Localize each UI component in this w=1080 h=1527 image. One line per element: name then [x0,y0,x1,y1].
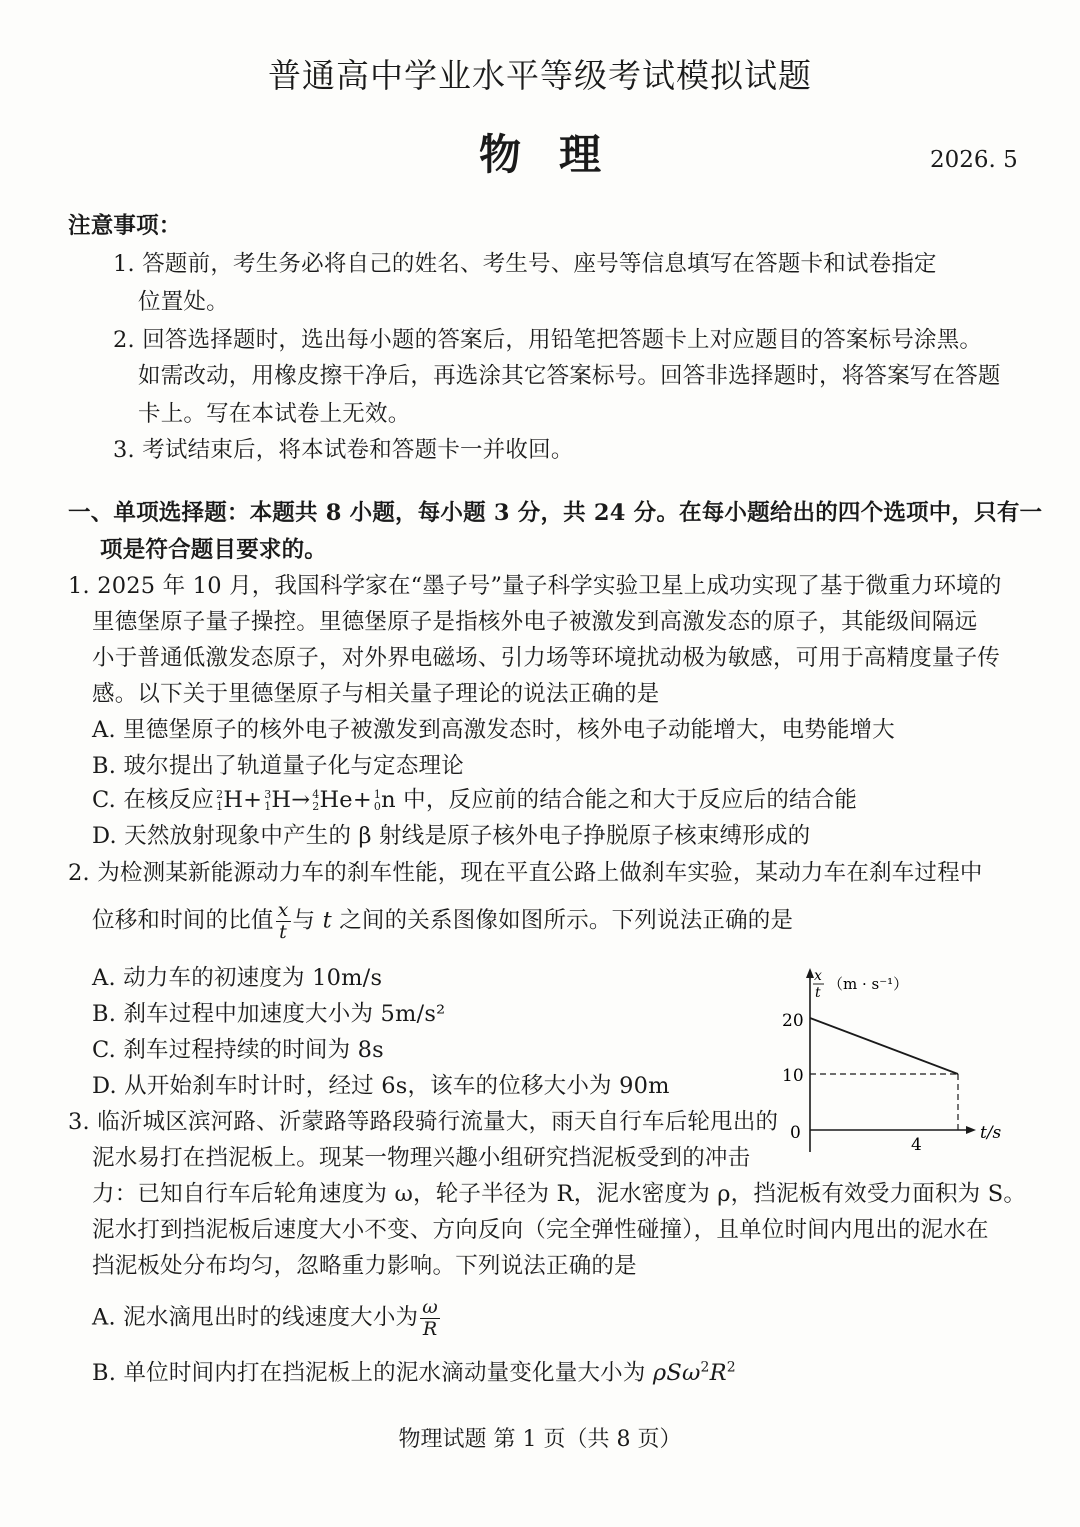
x-tick-4: 4 [911,1135,922,1155]
q2-option-a: A. 动力车的初速度为 10m/s [92,965,383,991]
q2-stem-line2 [92,900,793,943]
q3-stem: 挡泥板处分布均匀，忽略重力影响。下列说法正确的是 [92,1253,637,1279]
xt-vs-t-graph [770,962,1020,1162]
notice-line: 3. 考试结束后，将本试卷和答题卡一并收回。 [113,437,574,463]
fraction-x-over-t [276,900,291,943]
exponent: 2 [700,1359,710,1376]
q2-text: 与 [292,907,323,934]
y-label-den: t [815,985,821,1001]
y-axis-arrow [806,968,814,978]
q2-option-b: B. 刹车过程中加速度大小为 5m/s² [92,1001,446,1027]
notice-line: 位置处。 [138,289,229,315]
nuclide-index: 2 1 [216,788,224,813]
y-tick-10: 10 [782,1066,804,1086]
q1-option-d: D. 天然放射现象中产生的 β 射线是原子核外电子挣脱原子核束缚形成的 [92,823,811,849]
x-axis-arrow [966,1126,976,1134]
q1-stem: 1. 2025 年 10 月，我国科学家在“墨子号”量子科学实验卫星上成功实现了基于微重力环境的 [68,573,1002,599]
q3-stem: 3. 临沂城区滨河路、沂蒙路等路段骑行流量大，雨天自行车后轮甩出的 [68,1109,779,1135]
q1-stem: 小于普通低激发态原子，对外界电磁场、引力场等环境扰动极为敏感，可用于高精度量子传 [92,645,1001,671]
nuclide-index: 1 0 [373,788,382,813]
notice-line: 如需改动，用橡皮擦干净后，再选涂其它答案标号。回答非选择题时，将答案写在答题 [138,363,1001,389]
q1-option-c-suffix: 中，反应前的结合能之和大于反应后的结合能 [395,787,858,813]
exam-title: 普通高中学业水平等级考试模拟试题 [268,56,812,95]
q1-option-c-prefix: C. 在核反应 [92,787,215,813]
q2-var: t [322,907,332,934]
section-heading-cont: 项是符合题目要求的。 [100,537,328,563]
y-tick-20: 20 [782,1011,804,1031]
q3-option-a [92,1297,442,1340]
fraction-numerator: ω [422,1296,438,1318]
q2-stem: 2. 为检测某新能源动力车的刹车性能，现在平直公路上做刹车实验，某动力车在刹车过程中 [68,860,983,886]
x-tick-0: 0 [790,1123,801,1143]
fraction-omega-over-r [420,1297,440,1340]
q3-stem: 力：已知自行车后轮角速度为 ω，轮子半径为 R，泥水密度为 ρ，挡泥板有效受力面积为 S。 [92,1181,1027,1207]
q2-option-c: C. 刹车过程持续的时间为 8s [92,1037,384,1063]
notice-line: 卡上。写在本试卷上无效。 [138,401,411,427]
q3-stem: 泥水打到挡泥板后速度大小不变、方向反向（完全弹性碰撞），且单位时间内甩出的泥水在 [92,1217,989,1243]
q3-option-b-expr: ρSω [652,1360,701,1386]
exam-date: 2026. 5 [930,147,1018,173]
y-label-num: x [814,968,822,984]
q1-option-a: A. 里德堡原子的核外电子被激发到高激发态时，核外电子动能增大，电势能增大 [92,717,895,743]
nuclide-index: 3 1 [264,788,272,813]
page-footer: 物理试题 第 1 页（共 8 页） [398,1427,682,1452]
subject-title: 物理 [478,130,639,179]
y-label-unit: （m · s⁻¹） [828,975,909,993]
fraction-numerator: x [277,899,289,921]
nuclide-index: 4 2 [312,788,320,813]
q3-option-b-text: B. 单位时间内打在挡泥板上的泥水滴动量变化量大小为 [92,1360,653,1386]
q3-stem: 泥水易打在挡泥板上。现某一物理兴趣小组研究挡泥板受到的冲击 [92,1145,751,1171]
q2-option-d: D. 从开始刹车时计时，经过 6s，该车的位移大小为 90m [92,1073,670,1099]
notice-line: 1. 答题前，考生务必将自己的姓名、考生号、座号等信息填写在答题卡和试卷指定 [113,251,937,277]
notice-line: 2. 回答选择题时，选出每小题的答案后，用铅笔把答题卡上对应题目的答案标号涂黑。 [113,327,983,353]
exponent: 2 [726,1359,736,1376]
q1-stem: 感。以下关于里德堡原子与相关量子理论的说法正确的是 [92,681,660,707]
x-label: t/s [980,1123,1002,1143]
q1-option-b: B. 玻尔提出了轨道量子化与定态理论 [92,753,464,779]
q3-option-b-r: R [709,1360,727,1386]
data-line [810,1018,958,1074]
fraction-denominator: R [422,1317,438,1340]
notice-heading: 注意事项： [68,213,182,239]
q2-text: 位移和时间的比值 [92,907,274,934]
q3-option-a-text: A. 泥水滴甩出时的线速度大小为 [92,1304,419,1331]
q3-option-b [92,1355,736,1387]
section-heading: 一、单项选择题：本题共 8 小题，每小题 3 分，共 24 分。在每小题给出的四个选项中，只有一 [68,500,1043,526]
q2-text: 之间的关系图像如图所示。下列说法正确的是 [331,907,794,934]
q1-stem: 里德堡原子量子操控。里德堡原子是指核外电子被激发到高激发态的原子，其能级间隔远 [92,609,978,635]
q1-option-c: C. 在核反应 2 1 H+ 3 1 H→ 4 2 He+ 1 0 n 中，反应前的结合能之和大于反应后的结合能 [92,787,858,813]
fraction-denominator: t [279,920,287,943]
